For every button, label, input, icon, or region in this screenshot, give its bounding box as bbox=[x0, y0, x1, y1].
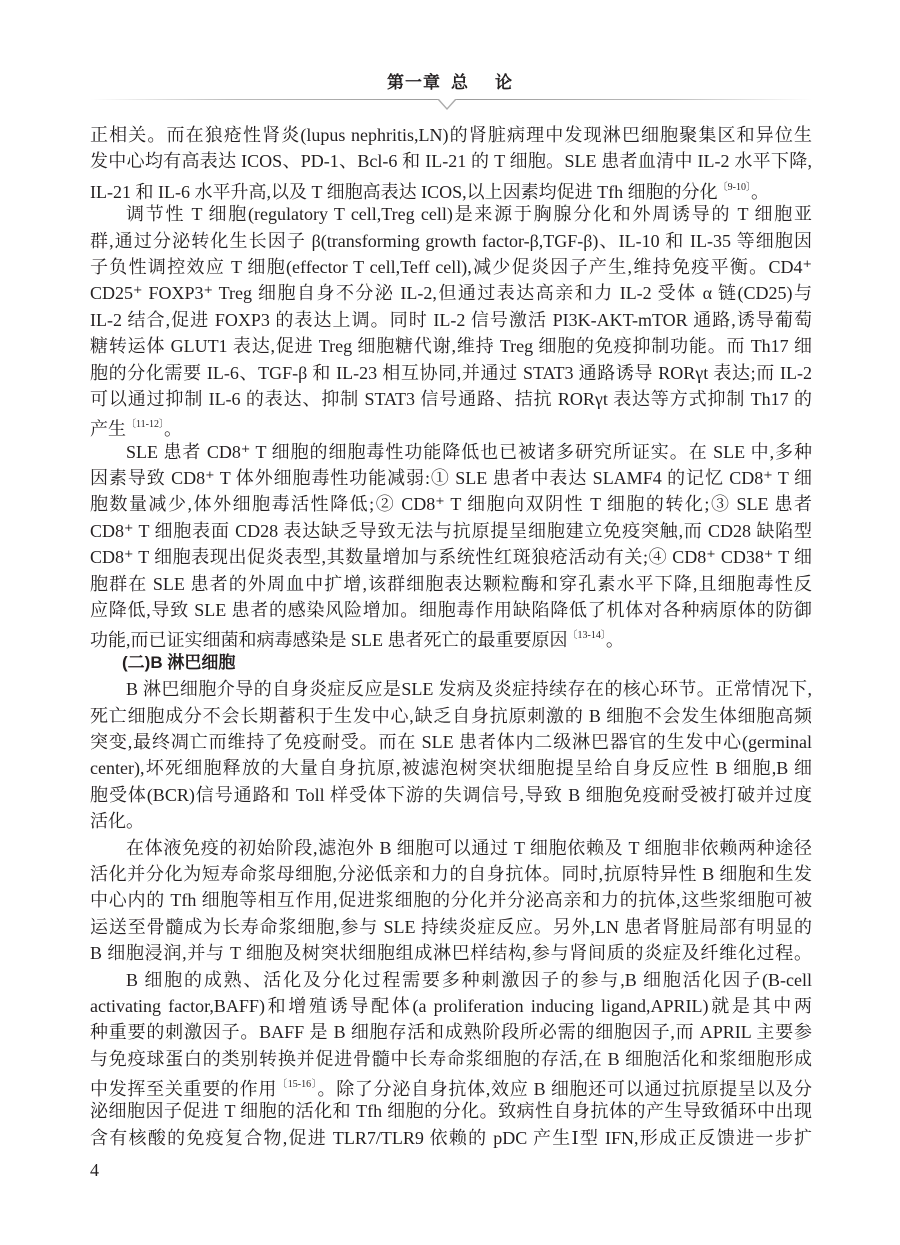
text-line bbox=[90, 571, 812, 597]
line-text: SLE 患者 CD8⁺ T 细胞的细胞毒性功能降低也已被诸多研究所证实。在 SLE 中,多种 bbox=[126, 441, 812, 462]
line-text: 中发挥至关重要的作用 bbox=[90, 1079, 278, 1100]
line-text: (二)B 淋巴细胞 bbox=[122, 652, 236, 672]
line-text: 正相关。而在狼疮性肾炎(lupus nephritis,LN)的肾脏病理中发现淋巴细胞聚集区和异位生 bbox=[90, 125, 812, 145]
line-text: 含有核酸的免疫复合物,促进 TLR7/TLR9 依赖的 pDC 产生Ⅰ型 IFN,形成正反馈进一步扩 bbox=[90, 1127, 812, 1148]
page-number: 4 bbox=[90, 1160, 99, 1180]
line-text: CD8⁺ T 细胞表面 CD28 表达缺乏导致无法与抗原提呈细胞建立免疫突触,而 CD28 缺陷型 bbox=[90, 520, 812, 541]
text-line bbox=[90, 175, 812, 201]
text-line bbox=[90, 993, 812, 1019]
line-text: IL-21 和 IL-6 水平升高,以及 T 细胞高表达 ICOS,以上因素均促进 Tfh 细胞的分化 bbox=[90, 181, 718, 202]
line-text: 子负性调控效应 T 细胞(effector T cell,Teff cell),减少促炎因子产生,维持免疫平衡。CD4⁺ bbox=[90, 256, 812, 277]
line-text: CD25⁺ FOXP3⁺ Treg 细胞自身不分泌 IL-2,但通过表达高亲和力 IL-2 受体 α 链(CD25)与 bbox=[90, 283, 812, 304]
text-line bbox=[90, 333, 812, 359]
text-line bbox=[90, 201, 812, 227]
line-text: 群,通过分泌转化生长因子 β(transforming growth factor-β,TGF-β)、IL-10 和 IL-35 等细胞因 bbox=[90, 230, 812, 251]
text-line bbox=[90, 307, 812, 333]
text-line bbox=[90, 729, 812, 755]
line-text: 种重要的刺激因子。BAFF 是 B 细胞存活和成熟阶段所必需的细胞因子,而 APRIL 主要参 bbox=[90, 1022, 812, 1043]
chapter-title-part: 总 bbox=[451, 73, 469, 92]
citation-reference: 〔11-12〕 bbox=[126, 419, 164, 431]
text-line bbox=[90, 1098, 812, 1124]
text-line bbox=[90, 465, 812, 491]
text-line bbox=[90, 676, 812, 702]
citation-reference: 〔15-16〕 bbox=[277, 1079, 318, 1091]
text-line bbox=[90, 544, 812, 570]
line-text: 因素导致 CD8⁺ T 体外细胞毒性功能减弱:① SLE 患者中表达 SLAMF4 的记忆 CD8⁺ T 细 bbox=[90, 468, 812, 489]
running-header bbox=[0, 68, 900, 93]
text-line bbox=[90, 1046, 812, 1072]
line-text: 突变,最终凋亡而维持了免疫耐受。而在 SLE 患者体内二级淋巴器官的生发中心(germinal bbox=[90, 731, 812, 752]
line-text: 运送至骨髓成为长寿命浆细胞,参与 SLE 持续炎症反应。另外,LN 患者肾脏局部有明显的 bbox=[90, 916, 812, 937]
line-text-tail: 。 bbox=[750, 181, 769, 202]
line-text: activating factor,BAFF)和增殖诱导配体(a proliferation inducing ligand,APRIL)就是其中两 bbox=[90, 995, 812, 1016]
body-text bbox=[90, 122, 812, 1151]
line-text: 应降低,导致 SLE 患者的感染风险增加。细胞毒作用缺陷降低了机体对各种病原体的防御 bbox=[90, 600, 812, 621]
line-text: B 细胞的成熟、活化及分化过程需要多种刺激因子的参与,B 细胞活化因子(B-cell bbox=[126, 969, 812, 990]
text-line bbox=[90, 1019, 812, 1045]
line-text-tail: 。 bbox=[605, 630, 624, 651]
text-line bbox=[90, 1125, 812, 1151]
text-line bbox=[90, 914, 812, 940]
line-text: 死亡细胞成分不会长期蓄积于生发中心,缺乏自身抗原刺激的 B 细胞不会发生体细胞高频 bbox=[90, 705, 812, 726]
line-text: B 细胞浸润,并与 T 细胞及树突状细胞组成淋巴样结构,参与肾间质的炎症及纤维化过程。 bbox=[90, 943, 812, 964]
text-line bbox=[90, 967, 812, 993]
text-line bbox=[90, 228, 812, 254]
text-line bbox=[90, 623, 812, 649]
text-line bbox=[90, 835, 812, 861]
line-text: B 淋巴细胞介导的自身炎症反应是SLE 发病及炎症持续存在的核心环节。正常情况下, bbox=[126, 679, 812, 700]
section-heading bbox=[90, 650, 812, 676]
text-line bbox=[90, 280, 812, 306]
line-text: 发中心均有高表达 ICOS、PD-1、Bcl-6 和 IL-21 的 T 细胞。SLE 患者血清中 IL-2 水平下降, bbox=[90, 151, 812, 172]
line-text: 在体液免疫的初始阶段,滤泡外 B 细胞可以通过 T 细胞依赖及 T 细胞非依赖两种途径 bbox=[126, 837, 812, 858]
line-text: 胞数量减少,体外细胞毒活性降低;② CD8⁺ T 细胞向双阴性 T 细胞的转化;③ SLE 患者 bbox=[90, 494, 812, 515]
citation-reference: 〔9-10〕 bbox=[717, 181, 751, 193]
text-line bbox=[90, 1072, 812, 1098]
line-text: 胞的分化需要 IL-6、TGF-β 和 IL-23 相互协同,并通过 STAT3 通路诱导 RORγt 表达;而 IL-2 bbox=[90, 362, 812, 383]
line-text: CD8⁺ T 细胞表现出促炎表型,其数量增加与系统性红斑狼疮活动有关;④ CD8⁺ CD38⁺ T 细 bbox=[90, 547, 812, 568]
text-line bbox=[90, 360, 812, 386]
line-text: center),坏死细胞释放的大量自身抗原,被滤泡树突状细胞提呈给自身反应性 B 细胞,B 细 bbox=[90, 758, 812, 779]
line-text: 胞群在 SLE 患者的外周血中扩增,该群细胞表达颗粒酶和穿孔素水平下降,且细胞毒性反 bbox=[90, 573, 812, 594]
line-text: 产生 bbox=[90, 419, 126, 440]
text-line bbox=[90, 491, 812, 517]
text-line bbox=[90, 518, 812, 544]
line-text: IL-2 结合,促进 FOXP3 的表达上调。同时 IL-2 信号激活 PI3K-AKT-mTOR 通路,诱导葡萄 bbox=[90, 309, 812, 330]
text-line bbox=[90, 386, 812, 412]
text-line bbox=[90, 412, 812, 438]
text-line bbox=[90, 148, 812, 174]
text-line bbox=[90, 940, 812, 966]
chapter-title-part: 论 bbox=[495, 73, 513, 92]
line-text: 功能,而已证实细菌和病毒感染是 SLE 患者死亡的最重要原因 bbox=[90, 630, 568, 651]
text-line bbox=[90, 597, 812, 623]
line-text: 可以通过抑制 IL-6 的表达、抑制 STAT3 信号通路、拮抗 RORγt 表达等方式抑制 Th17 的 bbox=[90, 388, 812, 409]
line-text-tail: 。 bbox=[163, 419, 182, 440]
text-line bbox=[90, 808, 812, 834]
line-text: 泌细胞因子促进 T 细胞的活化和 Tfh 细胞的分化。致病性自身抗体的产生导致循环中出现 bbox=[90, 1101, 812, 1122]
text-line bbox=[90, 861, 812, 887]
header-triangle-ornament bbox=[437, 99, 457, 110]
text-line bbox=[90, 887, 812, 913]
line-text: 糖转运体 GLUT1 表达,促进 Treg 细胞糖代谢,维持 Treg 细胞的免疫抑制功能。而 Th17 细 bbox=[90, 336, 812, 357]
text-line bbox=[90, 782, 812, 808]
text-line bbox=[90, 254, 812, 280]
line-text-tail: 。除了分泌自身抗体,效应 B 细胞还可以通过抗原提呈以及分 bbox=[317, 1079, 812, 1100]
line-text: 活化。 bbox=[90, 811, 144, 832]
line-text: 调节性 T 细胞(regulatory T cell,Treg cell)是来源于胸腺分化和外周诱导的 T 细胞亚 bbox=[126, 204, 812, 225]
text-line bbox=[90, 439, 812, 465]
chapter-label: 第一章 bbox=[387, 73, 441, 92]
line-text: 中心内的 Tfh 细胞等相互作用,促进浆细胞的分化并分泌高亲和力的抗体,这些浆细胞可被 bbox=[90, 890, 812, 911]
text-line bbox=[90, 122, 812, 148]
text-line bbox=[90, 703, 812, 729]
text-line bbox=[90, 755, 812, 781]
line-text: 与免疫球蛋白的类别转换并促进骨髓中长寿命浆细胞的存活,在 B 细胞活化和浆细胞形成 bbox=[90, 1048, 812, 1069]
citation-reference: 〔13-14〕 bbox=[567, 630, 606, 642]
line-text: 胞受体(BCR)信号通路和 Toll 样受体下游的失调信号,导致 B 细胞免疫耐受被打破并过度 bbox=[90, 784, 812, 805]
line-text: 活化并分化为短寿命浆母细胞,分泌低亲和力的自身抗体。同时,抗原特异性 B 细胞和生发 bbox=[90, 863, 812, 884]
